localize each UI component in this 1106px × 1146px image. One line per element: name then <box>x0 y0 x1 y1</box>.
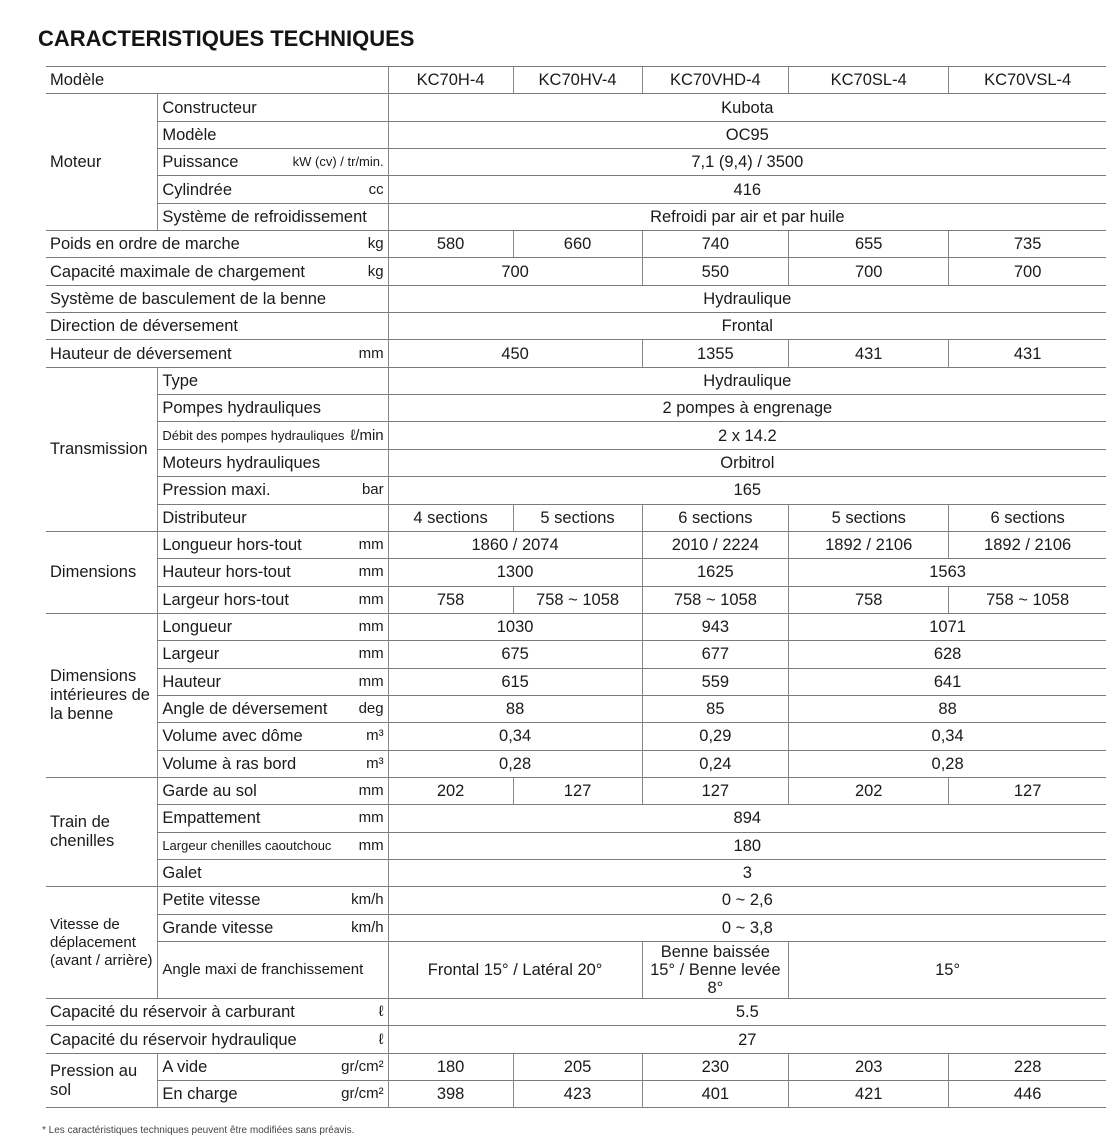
row-label: Largeur chenilles caoutchouc <box>162 837 332 853</box>
table-row <box>46 805 1106 832</box>
cell-value: 0,24 <box>642 750 789 777</box>
row-unit: km/h <box>351 918 384 936</box>
cell-value: 5 sections <box>789 504 949 531</box>
cell-value: Frontal 15° / Latéral 20° <box>388 942 642 999</box>
row-label: Largeur hors-tout <box>162 590 289 609</box>
cell-value: 700 <box>949 258 1106 285</box>
row-label: Cylindrée <box>162 180 233 199</box>
row-label: Constructeur <box>162 98 257 117</box>
cell-value: 1625 <box>642 559 789 586</box>
cell-value: 758 ~ 1058 <box>513 586 642 613</box>
row-label: Volume avec dôme <box>162 727 303 746</box>
row-label: Système de refroidissement <box>162 207 367 226</box>
cell-value: 550 <box>642 258 789 285</box>
cell-value: 0,34 <box>789 723 1106 750</box>
cell-value: 0,29 <box>642 723 789 750</box>
table-row <box>46 723 1106 750</box>
cell-value: 615 <box>388 668 642 695</box>
row-label: Pompes hydrauliques <box>162 399 322 418</box>
cell-value: 894 <box>388 805 1106 832</box>
cell-value: 943 <box>642 613 789 640</box>
cell-value: 677 <box>642 641 789 668</box>
row-unit: km/h <box>351 891 384 909</box>
row-unit: ℓ/min <box>350 426 384 444</box>
cell-value: OC95 <box>388 121 1106 148</box>
table-row <box>46 586 1106 613</box>
cell-value: 1300 <box>388 559 642 586</box>
table-row <box>46 999 1106 1026</box>
row-label: Capacité du réservoir à carburant <box>50 1003 295 1022</box>
table-row <box>46 340 1106 367</box>
table-row <box>46 942 1106 999</box>
cell-value: 5 sections <box>513 504 642 531</box>
table-row <box>46 285 1106 312</box>
row-label: Petite vitesse <box>162 891 261 910</box>
cell-value: 423 <box>513 1081 642 1108</box>
cell-value: 2 pompes à engrenage <box>388 395 1106 422</box>
row-unit: kg <box>367 262 384 280</box>
row-label: Grande vitesse <box>162 918 274 937</box>
cell-value: 641 <box>789 668 1106 695</box>
row-label: Galet <box>162 864 202 883</box>
cell-value: 202 <box>388 777 513 804</box>
table-row <box>46 559 1106 586</box>
cell-value: 0 ~ 2,6 <box>388 887 1106 914</box>
cell-value: 85 <box>642 695 789 722</box>
cell-value: 401 <box>642 1081 789 1108</box>
cell-value: 202 <box>789 777 949 804</box>
cell-value: 1892 / 2106 <box>789 531 949 558</box>
cell-value: 7,1 (9,4) / 3500 <box>388 149 1106 176</box>
cell-value: 165 <box>388 477 1106 504</box>
model-name: KC70VSL-4 <box>949 67 1106 94</box>
cell-value: 180 <box>388 832 1106 859</box>
row-label: En charge <box>162 1085 238 1104</box>
row-label: Poids en ordre de marche <box>50 235 240 254</box>
cell-value: Hydraulique <box>388 367 1106 394</box>
cell-value: 0 ~ 3,8 <box>388 914 1106 941</box>
cell-value: Refroidi par air et par huile <box>388 203 1106 230</box>
table-row <box>46 258 1106 285</box>
row-label: Pression maxi. <box>162 481 271 500</box>
row-unit: mm <box>358 672 384 690</box>
cell-value: 127 <box>513 777 642 804</box>
footnote: * Les caractéristiques techniques peuvent être modifiées sans préavis. <box>42 1125 355 1136</box>
cell-value: 1892 / 2106 <box>949 531 1106 558</box>
cell-value: 0,34 <box>388 723 642 750</box>
row-label: Hauteur de déversement <box>50 344 232 363</box>
row-unit: ℓ <box>378 1030 384 1048</box>
row-label: Moteurs hydrauliques <box>162 453 321 472</box>
row-label: Hauteur <box>162 672 222 691</box>
group-label: Moteur <box>46 94 158 231</box>
row-label: Capacité maximale de chargement <box>50 262 305 281</box>
cell-value: 446 <box>949 1081 1106 1108</box>
row-unit: mm <box>358 536 384 554</box>
spec-table <box>46 66 1106 1108</box>
table-row <box>46 668 1106 695</box>
table-row <box>46 504 1106 531</box>
page-title: CARACTERISTIQUES TECHNIQUES <box>38 26 415 51</box>
row-label: Capacité du réservoir hydraulique <box>50 1030 297 1049</box>
row-unit: m³ <box>366 754 384 772</box>
cell-value: 88 <box>789 695 1106 722</box>
cell-value: 421 <box>789 1081 949 1108</box>
cell-value: 203 <box>789 1053 949 1080</box>
table-row <box>46 449 1106 476</box>
model-name: KC70SL-4 <box>789 67 949 94</box>
cell-value: 431 <box>789 340 949 367</box>
row-unit: bar <box>361 481 384 499</box>
row-label: Modèle <box>162 125 217 144</box>
row-label: Longueur <box>162 618 233 637</box>
cell-value: 735 <box>949 231 1106 258</box>
row-unit: gr/cm² <box>341 1057 384 1075</box>
row-unit: mm <box>358 618 384 636</box>
cell-value: 127 <box>642 777 789 804</box>
cell-value: Orbitrol <box>388 449 1106 476</box>
table-row <box>46 395 1106 422</box>
model-name: KC70HV-4 <box>513 67 642 94</box>
table-row <box>46 203 1106 230</box>
cell-value: 450 <box>388 340 642 367</box>
row-unit: mm <box>358 782 384 800</box>
model-name: KC70H-4 <box>388 67 513 94</box>
cell-value: 3 <box>388 859 1106 886</box>
table-row <box>46 149 1106 176</box>
table-row <box>46 1026 1106 1053</box>
cell-value: 628 <box>789 641 1106 668</box>
row-label: Direction de déversement <box>46 313 388 340</box>
table-row <box>46 613 1106 640</box>
cell-value: Frontal <box>388 313 1106 340</box>
table-row <box>46 176 1106 203</box>
cell-value: 205 <box>513 1053 642 1080</box>
table-row <box>46 887 1106 914</box>
cell-value: 27 <box>388 1026 1106 1053</box>
cell-value: 398 <box>388 1081 513 1108</box>
group-label: Transmission <box>46 367 158 531</box>
row-label: Distributeur <box>162 508 247 527</box>
table-row <box>46 94 1106 121</box>
cell-value: 228 <box>949 1053 1106 1080</box>
cell-value: 1860 / 2074 <box>388 531 642 558</box>
cell-value: Benne baissée 15° / Benne levée 8° <box>642 942 789 999</box>
row-label: Angle de déversement <box>162 700 328 719</box>
row-unit: mm <box>358 563 384 581</box>
table-row <box>46 1081 1106 1108</box>
row-label: Angle maxi de franchissement <box>162 961 364 978</box>
cell-value: 15° <box>789 942 1106 999</box>
row-unit: gr/cm² <box>341 1085 384 1103</box>
row-unit: kW (cv) / tr/min. <box>292 154 384 170</box>
row-label: Longueur hors-tout <box>162 536 302 555</box>
cell-value: 88 <box>388 695 642 722</box>
cell-value: 230 <box>642 1053 789 1080</box>
cell-value: 1071 <box>789 613 1106 640</box>
model-header-label: Modèle <box>46 67 388 94</box>
table-row <box>46 121 1106 148</box>
cell-value: Kubota <box>388 94 1106 121</box>
cell-value: 675 <box>388 641 642 668</box>
row-unit: mm <box>358 590 384 608</box>
cell-value: 1030 <box>388 613 642 640</box>
group-label: Train de chenilles <box>46 777 158 886</box>
row-label: Largeur <box>162 645 220 664</box>
row-unit: cc <box>368 180 384 198</box>
table-row <box>46 914 1106 941</box>
cell-value: 431 <box>949 340 1106 367</box>
row-unit: mm <box>358 836 384 854</box>
cell-value: 4 sections <box>388 504 513 531</box>
row-label: Garde au sol <box>162 782 257 801</box>
row-label: Type <box>162 371 199 390</box>
cell-value: 5.5 <box>388 999 1106 1026</box>
cell-value: 758 ~ 1058 <box>642 586 789 613</box>
row-unit: deg <box>358 700 384 718</box>
table-row <box>46 231 1106 258</box>
cell-value: 660 <box>513 231 642 258</box>
group-label: Dimensions <box>46 531 158 613</box>
table-header-row <box>46 67 1106 94</box>
cell-value: 580 <box>388 231 513 258</box>
row-label: A vide <box>162 1057 208 1076</box>
cell-value: 6 sections <box>949 504 1106 531</box>
cell-value: 700 <box>388 258 642 285</box>
table-row <box>46 531 1106 558</box>
table-row <box>46 750 1106 777</box>
row-label: Empattement <box>162 809 261 828</box>
row-unit: mm <box>358 809 384 827</box>
group-label: Pression au sol <box>46 1053 158 1108</box>
row-unit: ℓ <box>378 1003 384 1021</box>
row-label: Hauteur hors-tout <box>162 563 291 582</box>
table-row <box>46 832 1106 859</box>
table-row <box>46 477 1106 504</box>
table-row <box>46 1053 1106 1080</box>
cell-value: 655 <box>789 231 949 258</box>
row-unit: m³ <box>366 727 384 745</box>
cell-value: 2 x 14.2 <box>388 422 1106 449</box>
row-unit: mm <box>358 645 384 663</box>
group-label: Dimensions intérieures de la benne <box>46 613 158 777</box>
cell-value: 559 <box>642 668 789 695</box>
cell-value: 127 <box>949 777 1106 804</box>
cell-value: 0,28 <box>789 750 1106 777</box>
cell-value: 740 <box>642 231 789 258</box>
row-label: Volume à ras bord <box>162 754 297 773</box>
cell-value: 2010 / 2224 <box>642 531 789 558</box>
table-row <box>46 859 1106 886</box>
cell-value: 1563 <box>789 559 1106 586</box>
cell-value: 1355 <box>642 340 789 367</box>
cell-value: 0,28 <box>388 750 642 777</box>
table-row <box>46 777 1106 804</box>
row-label: Puissance <box>162 153 239 172</box>
cell-value: 700 <box>789 258 949 285</box>
row-unit: mm <box>358 344 384 362</box>
group-label: Vitesse de déplacement (avant / arrière) <box>46 887 158 999</box>
cell-value: 758 ~ 1058 <box>949 586 1106 613</box>
table-row <box>46 695 1106 722</box>
row-label: Système de basculement de la benne <box>46 285 388 312</box>
table-row <box>46 641 1106 668</box>
cell-value: 416 <box>388 176 1106 203</box>
row-label: Débit des pompes hydrauliques <box>162 427 345 443</box>
cell-value: 180 <box>388 1053 513 1080</box>
cell-value: 758 <box>789 586 949 613</box>
table-row <box>46 422 1106 449</box>
cell-value: Hydraulique <box>388 285 1106 312</box>
table-row <box>46 367 1106 394</box>
cell-value: 6 sections <box>642 504 789 531</box>
table-row <box>46 313 1106 340</box>
row-unit: kg <box>367 235 384 253</box>
model-name: KC70VHD-4 <box>642 67 789 94</box>
cell-value: 758 <box>388 586 513 613</box>
